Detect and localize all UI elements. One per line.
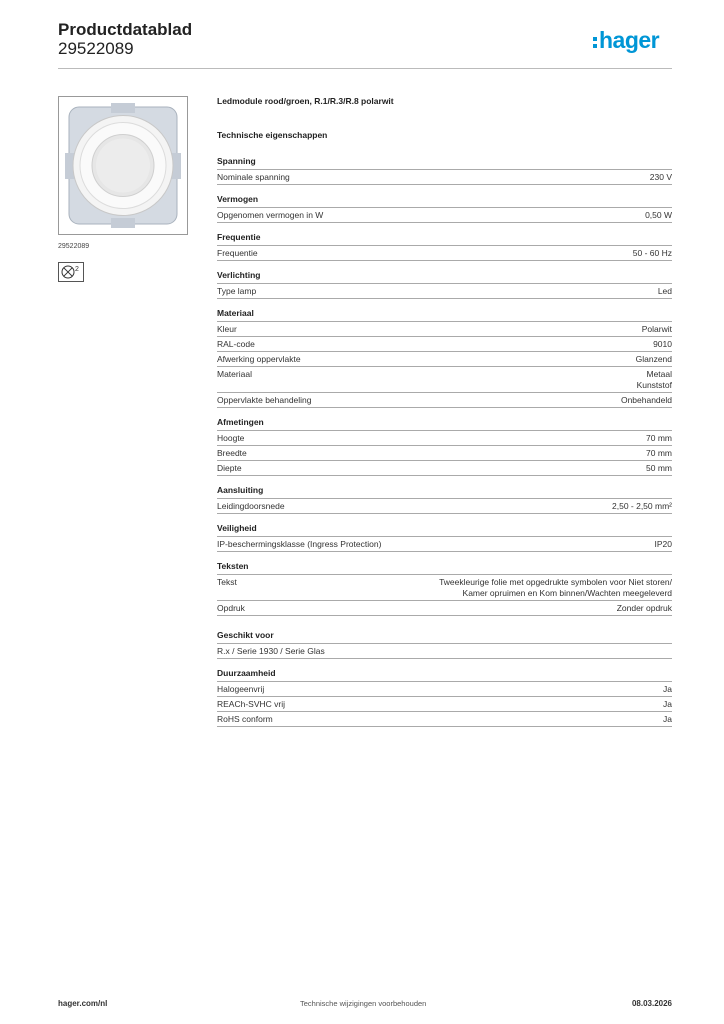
hager-logo [593, 27, 659, 54]
spec-value: Ja [663, 714, 672, 724]
spec-value: 50 - 60 Hz [632, 248, 672, 258]
product-image [58, 96, 188, 235]
spec-value [439, 577, 672, 599]
spec-value: 230 V [649, 172, 672, 182]
spec-row [217, 499, 672, 514]
spec-content [217, 96, 672, 736]
spec-label: Opdruk [217, 603, 245, 613]
spec-row [217, 644, 672, 659]
section-title: Frequentie [217, 232, 672, 246]
product-number: 29522089 [58, 39, 134, 58]
spec-value-line: Kamer opruimen en Kom binnen/Wachten meegeleverd [462, 588, 672, 598]
image-caption: 29522089 [58, 243, 90, 250]
section-title: Teksten [217, 561, 672, 575]
spec-label: Kleur [217, 324, 237, 334]
spec-label: Tekst [217, 577, 237, 587]
spec-label: Halogeenvrij [217, 684, 265, 694]
spec-label: Afwerking oppervlakte [217, 354, 301, 364]
section-vermogen [217, 194, 672, 223]
section-title: Vermogen [217, 194, 672, 208]
spec-value: 70 mm [646, 433, 672, 443]
section-title: Verlichting [217, 270, 672, 284]
spec-label: RoHS conform [217, 714, 273, 724]
spec-row [217, 170, 672, 185]
spec-label: Breedte [217, 448, 247, 458]
spec-label: Materiaal [217, 369, 252, 379]
spec-label: Type lamp [217, 286, 257, 296]
spec-row [217, 284, 672, 299]
spec-row [217, 712, 672, 727]
section-frequentie [217, 232, 672, 261]
spec-row [217, 208, 672, 223]
spec-row [217, 322, 672, 337]
product-name: Ledmodule rood/groen, R.1/R.3/R.8 polarwit [217, 96, 394, 106]
led-module-illustration [59, 97, 187, 234]
section-title: Spanning [217, 156, 672, 170]
spec-row [217, 246, 672, 261]
spec-row [217, 393, 672, 408]
spec-label: Frequentie [217, 248, 258, 258]
spec-row [217, 537, 672, 552]
spec-row [217, 431, 672, 446]
spec-value: Ja [663, 699, 672, 709]
footer-disclaimer: Technische wijzigingen voorbehouden [300, 999, 427, 1008]
section-title: Geschikt voor [217, 630, 672, 644]
spec-value [637, 369, 672, 391]
icon-superscript: 2 [75, 266, 79, 273]
spec-label: Oppervlakte behandeling [217, 395, 312, 405]
section-duurzaamheid [217, 668, 672, 727]
spec-label: Nominale spanning [217, 172, 290, 182]
spec-row [217, 367, 672, 393]
main-heading: Technische eigenschappen [217, 130, 328, 140]
spec-row [217, 352, 672, 367]
lamp-cross-icon [58, 262, 84, 282]
spec-label: RAL-code [217, 339, 255, 349]
spec-value: Polarwit [641, 324, 672, 334]
spec-value-line: Kunststof [636, 380, 672, 390]
logo-text: hager [599, 27, 660, 53]
spec-row [217, 461, 672, 476]
spec-row [217, 337, 672, 352]
spec-label: R.x / Serie 1930 / Serie Glas [217, 646, 325, 656]
spec-value: 0,50 W [645, 210, 672, 220]
spec-label: IP-beschermingsklasse (Ingress Protection) [217, 539, 382, 549]
spec-value-line: Tweekleurige folie met opgedrukte symbolen voor Niet storen/ [439, 577, 672, 587]
header-divider [58, 68, 672, 69]
spec-value: 50 mm [646, 463, 672, 473]
section-spanning [217, 156, 672, 185]
spec-value: 70 mm [646, 448, 672, 458]
spec-value: Led [657, 286, 672, 296]
spec-value: Zonder opdruk [616, 603, 672, 613]
section-teksten [217, 561, 672, 616]
section-verlichting [217, 270, 672, 299]
spec-label: Hoogte [217, 433, 245, 443]
spec-value: Onbehandeld [620, 395, 672, 405]
spec-label: Leidingdoorsnede [217, 501, 285, 511]
spec-row [217, 601, 672, 616]
spec-value-line: Metaal [646, 369, 672, 379]
logo-dots-icon [593, 35, 597, 49]
section-title: Materiaal [217, 308, 672, 322]
page-title: Productdatablad [58, 20, 193, 39]
spec-value: 2,50 - 2,50 mm² [612, 501, 672, 511]
footer-date: 08.03.2026 [631, 999, 672, 1008]
spec-label: REACh-SVHC vrij [217, 699, 286, 709]
section-afmetingen [217, 417, 672, 476]
section-geschikt-voor [217, 630, 672, 659]
section-title: Afmetingen [217, 417, 672, 431]
spec-row [217, 697, 672, 712]
spec-row [217, 682, 672, 697]
section-title: Aansluiting [217, 485, 672, 499]
spec-row [217, 575, 672, 601]
section-materiaal [217, 308, 672, 408]
spec-value: Glanzend [635, 354, 672, 364]
spec-value: Ja [663, 684, 672, 694]
spec-row [217, 446, 672, 461]
footer-website-link[interactable]: hager.com/nl [58, 999, 108, 1008]
section-veiligheid [217, 523, 672, 552]
spec-label: Opgenomen vermogen in W [217, 210, 324, 220]
section-title: Duurzaamheid [217, 668, 672, 682]
spec-value: IP20 [654, 539, 672, 549]
section-title: Veiligheid [217, 523, 672, 537]
section-aansluiting [217, 485, 672, 514]
spec-value: 9010 [653, 339, 672, 349]
spec-label: Diepte [217, 463, 242, 473]
